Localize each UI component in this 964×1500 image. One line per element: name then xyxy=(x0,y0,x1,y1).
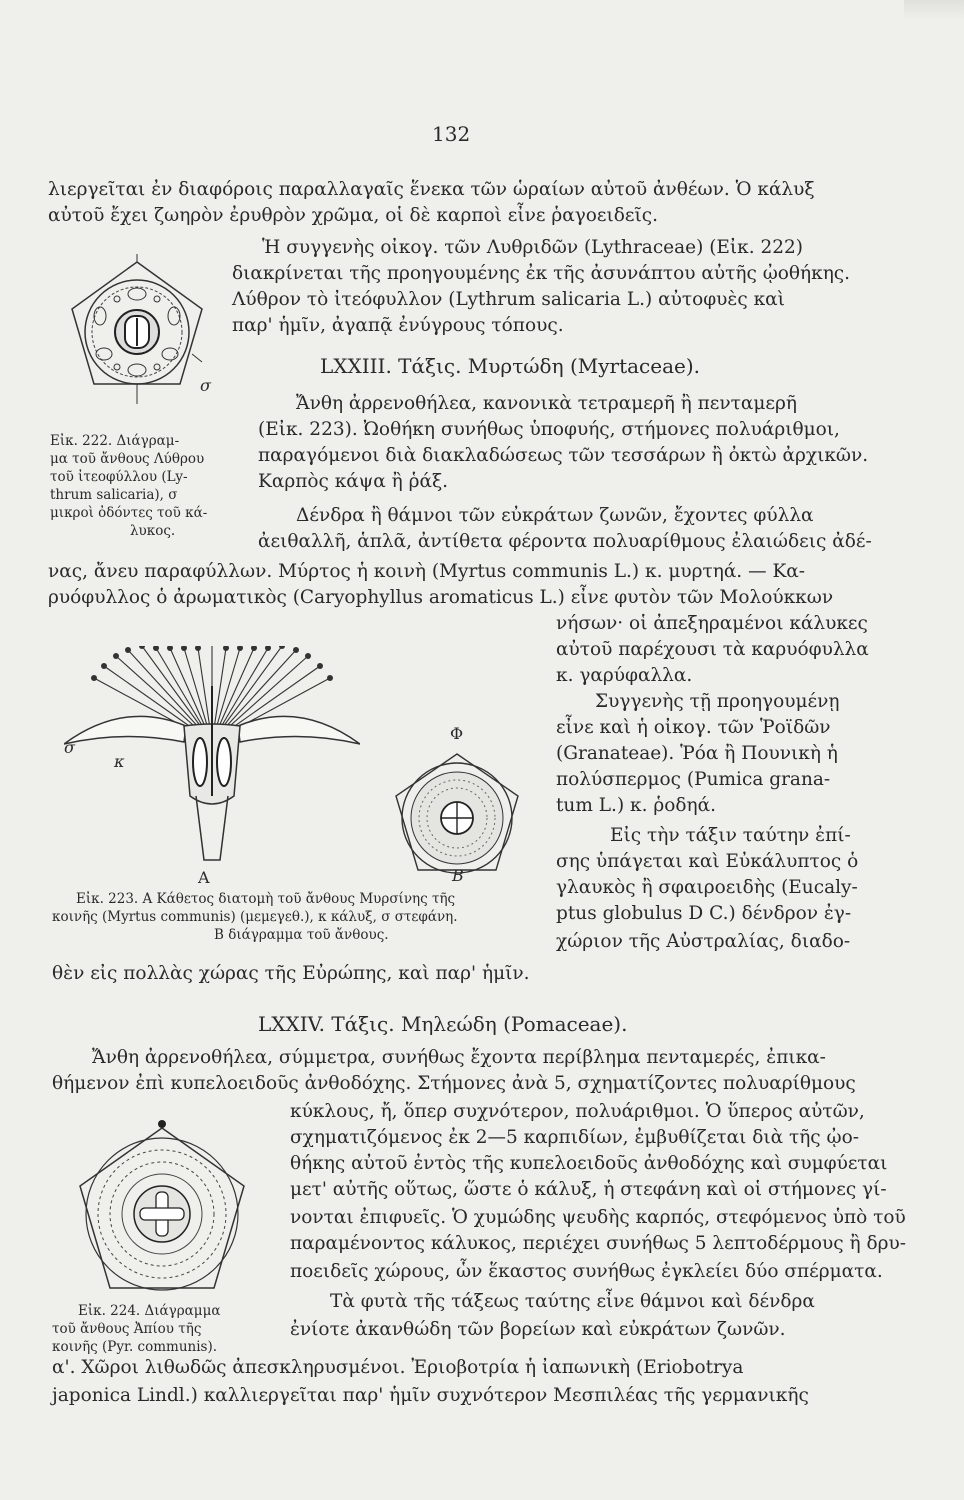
text-line: θὲν εἰς πολλὰς χώρας τῆς Εὐρώπης, καὶ παρ' ἡμῖν. xyxy=(52,963,530,984)
text-line: ἀειθαλλῆ, ἁπλᾶ, ἀντίθετα φέροντα πολυαρίθμους ἐλαιώδεις ἀδέ- xyxy=(258,531,872,552)
text-line: Λύθρον τὸ ἰτεόφυλλον (Lythrum salicaria L.) αὐτοφυὲς καὶ xyxy=(232,289,785,310)
text-line: νας, ἄνευ παραφύλλων. Μύρτος ἡ κοινὴ (Myrtus communis L.) κ. μυρτηά. — Κα- xyxy=(48,561,806,582)
text-line: Δένδρα ἢ θάμνοι τῶν εὐκράτων ζωνῶν, ἔχοντες φύλλα xyxy=(296,505,814,526)
text-line: χώριον τῆς Αὐστραλίας, διαδο- xyxy=(556,931,851,952)
figure-223-caption: Εἰκ. 223. A Κάθετος διατομὴ τοῦ ἄνθους Μυρσίνης τῆς xyxy=(76,891,456,907)
text-line: πολύσπερμος (Pumica grana- xyxy=(556,769,831,790)
section-heading: LXXIV. Τάξις. Μηλεώδη (Pomaceae). xyxy=(258,1012,628,1036)
figure-222-caption: μα τοῦ ἄνθους Λύθρου xyxy=(50,451,205,467)
figure-224-caption: Εἰκ. 224. Διάγραμμα xyxy=(78,1303,221,1319)
text-line: ποειδεῖς χώρους, ὧν ἕκαστος συνήθως ἐγκλείει δύο σπέρματα. xyxy=(290,1261,883,1282)
figure-222-caption: τοῦ ἰτεοφύλλου (Ly- xyxy=(50,469,188,485)
text-line: ἐνίοτε ἀκανθώδη τῶν βορείων καὶ εὐκράτων ζωνῶν. xyxy=(290,1319,786,1340)
text-line: γλαυκὸς ἢ σφαιροειδὴς (Eucaly- xyxy=(556,877,858,898)
text-line: παρ' ἡμῖν, ἀγαπᾷ ἐνύγρους τόπους. xyxy=(232,315,564,336)
text-line: α'. Χῶροι λιθωδῶς ἀπεσκληρυσμένοι. Ἐριοβοτρία ἡ ἰαπωνικὴ (Eriobotrya xyxy=(52,1357,744,1378)
figure-222-caption: thrum salicaria), σ xyxy=(50,487,178,503)
text-line: japonica Lindl.) καλλιεργεῖται παρ' ἡμῖν συχνότερον Μεσπιλέας τῆς γερμανικῆς xyxy=(52,1385,809,1406)
text-line: σχηματιζόμενος ἐκ 2—5 καρπιδίων, ἐμβυθίζεται διὰ τῆς ᾠο- xyxy=(290,1127,860,1148)
text-line: Ἡ συγγενὴς οἰκογ. τῶν Λυθριδῶν (Lythraceae) (Εἰκ. 222) xyxy=(262,237,804,258)
text-line: αὐτοῦ ἔχει ζωηρὸν ἐρυθρὸν χρῶμα, οἱ δὲ καρποὶ εἶνε ῥαγοειδεῖς. xyxy=(48,205,658,226)
figure-222-caption: Εἰκ. 222. Διάγραμ- xyxy=(50,433,180,449)
text-line: κύκλους, ἤ, ὅπερ συχνότερον, πολυάριθμοι. Ὁ ὕπερος αὐτῶν, xyxy=(290,1101,865,1122)
figure-223-a-section xyxy=(64,646,360,862)
text-line: νήσων· οἱ ἀπεξηραμένοι κάλυκες xyxy=(556,613,868,634)
text-line: Συγγενὴς τῇ προηγουμένῃ xyxy=(595,691,840,712)
figure-222-diagram xyxy=(62,254,212,414)
text-line: ptus globulus D C.) δένδρον ἐγ- xyxy=(556,903,852,924)
text-line: λιεργεῖται ἐν διαφόροις παραλλαγαῖς ἕνεκα τῶν ὡραίων αὐτοῦ ἀνθέων. Ὁ κάλυξ xyxy=(48,179,815,200)
text-line: Καρπὸς κάψα ἢ ῥάξ. xyxy=(258,471,449,492)
text-line: (Granateae). Ῥόα ἢ Πουνικὴ ἡ xyxy=(556,743,838,764)
figure-label-b: B xyxy=(452,866,464,885)
page-fold xyxy=(904,0,964,20)
figure-label-sigma: σ xyxy=(200,376,211,395)
figure-label-a: A xyxy=(198,868,210,887)
figure-224-caption: κοινῆς (Pyr. communis). xyxy=(52,1339,218,1355)
text-line: tum L.) κ. ῥοδηά. xyxy=(556,795,716,816)
page-number: 132 xyxy=(432,122,471,146)
text-line: Εἰς τὴν τάξιν ταύτην ἐπί- xyxy=(610,825,851,846)
text-line: Ἄνθη ἀρρενοθήλεα, σύμμετρα, συνήθως ἔχοντα περίβλημα πενταμερές, ἐπικα- xyxy=(92,1047,826,1068)
figure-223-b-diagram xyxy=(392,752,522,882)
figure-222-caption: λυκος. xyxy=(130,523,176,539)
text-line: σης ὑπάγεται καὶ Εὐκάλυπτος ὁ xyxy=(556,851,859,872)
text-line: διακρίνεται τῆς προηγουμένης ἐκ τῆς ἀσυνάπτου αὐτῆς ᾠοθήκης. xyxy=(232,263,851,284)
text-line: (Εἰκ. 223). Ὠοθήκη συνήθως ὑποφυής, στήμονες πολυάριθμοι, xyxy=(258,419,840,440)
figure-224-diagram xyxy=(72,1120,252,1300)
text-line: θήμενον ἐπὶ κυπελοειδοῦς ἀνθοδόχης. Στήμονες ἀνὰ 5, σχηματίζοντες πολυαρίθμους xyxy=(52,1073,856,1094)
figure-label-sigma: σ xyxy=(64,738,75,757)
text-line: νονται ἐπιφυεῖς. Ὁ χυμώδης ψευδὴς καρπός, στεφόμενος ὑπὸ τοῦ xyxy=(290,1207,906,1228)
text-line: θήκης αὐτοῦ ἐντὸς τῆς κυπελοειδοῦς ἀνθοδόχης καὶ συμφύεται xyxy=(290,1153,888,1174)
text-line: Ἄνθη ἀρρενοθήλεα, κανονικὰ τετραμερῆ ἢ πενταμερῆ xyxy=(296,393,797,414)
text-line: παραγόμενοι διὰ διακλαδώσεως τῶν τεσσάρων ἢ ὀκτὼ ἀρχικῶν. xyxy=(258,445,869,466)
section-heading: LXXIII. Τάξις. Μυρτώδη (Myrtaceae). xyxy=(320,354,700,378)
figure-label-phi: Φ xyxy=(450,724,464,743)
figure-223-caption: κοινῆς (Myrtus communis) (μεμεγεθ.), κ κάλυξ, σ στεφάνη. xyxy=(52,909,458,925)
text-line: αὐτοῦ παρέχουσι τὰ καρυόφυλλα xyxy=(556,639,869,660)
text-line: εἶνε καὶ ἡ οἰκογ. τῶν Ῥοϊδῶν xyxy=(556,717,831,738)
text-line: κ. γαρύφαλλα. xyxy=(556,665,693,686)
text-line: Τὰ φυτὰ τῆς τάξεως ταύτης εἶνε θάμνοι καὶ δένδρα xyxy=(330,1291,815,1312)
figure-223-caption: B διάγραμμα τοῦ ἄνθους. xyxy=(214,927,389,943)
figure-label-kappa: κ xyxy=(114,752,125,771)
text-line: παραμένοντος κάλυκος, περιέχει συνήθως 5 λεπτοδέρμους ἢ δρυ- xyxy=(290,1233,906,1254)
figure-222-caption: μικροὶ ὀδόντες τοῦ κά- xyxy=(50,505,208,521)
text-line: ρυόφυλλος ὁ ἀρωματικὸς (Caryophyllus aromaticus L.) εἶνε φυτὸν τῶν Μολούκκων xyxy=(48,587,834,608)
text-line: μετ' αὐτῆς οὕτως, ὥστε ὁ κάλυξ, ἡ στεφάνη καὶ οἱ στήμονες γί- xyxy=(290,1179,887,1200)
figure-224-caption: τοῦ ἄνθους Ἀπίου τῆς xyxy=(52,1321,202,1337)
